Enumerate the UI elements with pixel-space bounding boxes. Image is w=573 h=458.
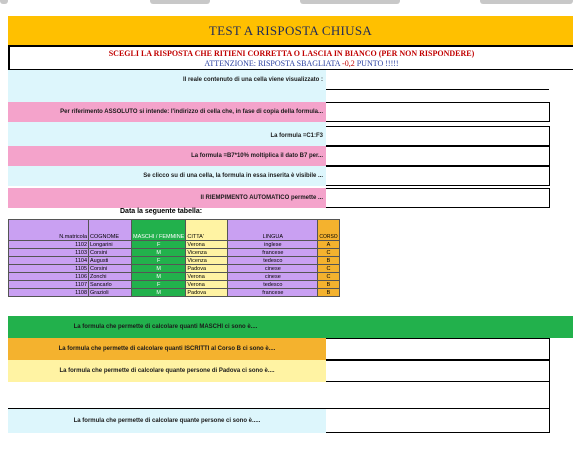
cell-lingua[interactable]: inglese: [228, 241, 318, 249]
cell-sesso[interactable]: F: [132, 257, 186, 265]
cell-border: [549, 166, 550, 186]
instruction-line-2: ATTENZIONE: RISPOSTA SBAGLIATA -0,2 PUNTO !!!!!: [204, 59, 399, 68]
cell-citta[interactable]: Verona: [186, 273, 228, 281]
cell-cognome[interactable]: Sancarlo: [89, 281, 132, 289]
answer-cell-2[interactable]: [326, 102, 549, 122]
answer-cell-7[interactable]: [323, 316, 573, 338]
table-row: [9, 289, 340, 297]
cell-sesso[interactable]: F: [132, 241, 186, 249]
cell-lingua[interactable]: cinese: [228, 273, 318, 281]
cell-cognome[interactable]: Grazioli: [89, 289, 132, 297]
instructions-box: [8, 45, 573, 70]
cell-lingua[interactable]: francese: [228, 249, 318, 257]
cell-matricola[interactable]: 1106: [9, 273, 89, 281]
answer-cell-6[interactable]: [326, 188, 549, 208]
cell-matricola[interactable]: 1105: [9, 265, 89, 273]
cell-sesso[interactable]: M: [132, 249, 186, 257]
cell-matricola[interactable]: 1103: [9, 249, 89, 257]
cell-citta[interactable]: Padova: [186, 265, 228, 273]
table-header-row: [9, 220, 340, 241]
cell-border: [549, 146, 550, 166]
cell-lingua[interactable]: francese: [228, 289, 318, 297]
cell-corso[interactable]: C: [318, 265, 339, 273]
question-4: La formula =B7*10% moltiplica il dato B7 per...: [8, 146, 326, 166]
cell-border: [549, 382, 550, 409]
answer-cell-1[interactable]: [326, 70, 549, 90]
cell-corso[interactable]: C: [318, 273, 339, 281]
table-caption: Data la seguente tabella:: [120, 208, 203, 215]
penalty-value: -0,2: [342, 59, 355, 68]
instruction-line-1: SCEGLI LA RISPOSTA CHE RITIENI CORRETTA O LASCIA IN BIANCO (PER NON RISPONDERE): [108, 49, 475, 58]
cell-border: [549, 360, 550, 382]
cell-border: [549, 102, 550, 122]
question-6: Il RIEMPIMENTO AUTOMATICO permette ...: [8, 188, 326, 208]
cell-sesso[interactable]: M: [132, 273, 186, 281]
answer-cell-9[interactable]: [326, 360, 549, 382]
cell-border: [549, 126, 550, 146]
cell-lingua[interactable]: tedesco: [228, 281, 318, 289]
cell-lingua[interactable]: cinese: [228, 265, 318, 273]
cell-citta[interactable]: Vicenza: [186, 257, 228, 265]
question-2: Per riferimento ASSOLUTO si intende: l'indirizzo di cella che, in fase di copia della formula...: [8, 102, 326, 122]
tab-edge: [480, 0, 573, 4]
table-row: [9, 249, 340, 257]
tab-edge: [0, 0, 8, 4]
table-row: [9, 281, 340, 289]
cell-cognome[interactable]: Zonchi: [89, 273, 132, 281]
question-5: Se clicco su di una cella, la formula in essa inserita è visibile ...: [8, 166, 326, 186]
question-7: La formula che permette di calcolare quanti MASCHI ci sono è....: [8, 316, 323, 338]
cell-border: [549, 409, 550, 433]
answer-cell-10[interactable]: [326, 409, 549, 433]
tab-edge: [300, 0, 400, 4]
question-8: La formula che permette di calcolare quanti ISCRITTI al Corso B ci sono è....: [8, 338, 326, 360]
cell-sesso[interactable]: F: [132, 281, 186, 289]
cell-citta[interactable]: Padova: [186, 289, 228, 297]
cell-matricola[interactable]: 1102: [9, 241, 89, 249]
cell-sesso[interactable]: M: [132, 289, 186, 297]
cell-cognome[interactable]: Augusti: [89, 257, 132, 265]
cell-border: [549, 338, 550, 360]
table-row: [9, 273, 340, 281]
cell-matricola[interactable]: 1107: [9, 281, 89, 289]
header-lingua: LINGUA: [228, 220, 318, 241]
test-title: TEST A RISPOSTA CHIUSA: [8, 16, 573, 45]
table-row: [9, 241, 340, 249]
cell-lingua[interactable]: tedesco: [228, 257, 318, 265]
header-corso: CORSO: [318, 220, 339, 241]
tab-edge: [150, 0, 210, 4]
header-cognome: COGNOME: [89, 220, 132, 241]
answer-cell-3[interactable]: [326, 126, 549, 146]
cell-corso[interactable]: B: [318, 281, 339, 289]
question-10: La formula che permette di calcolare quante persone ci sono è.....: [8, 409, 326, 433]
table-row: [9, 265, 340, 273]
cell-corso[interactable]: C: [318, 249, 339, 257]
cell-cognome[interactable]: Corsini: [89, 265, 132, 273]
cell-cognome[interactable]: Corsini: [89, 249, 132, 257]
cell-citta[interactable]: Verona: [186, 281, 228, 289]
cell-corso[interactable]: A: [318, 241, 339, 249]
header-citta: CITTA': [186, 220, 228, 241]
header-matricola: N.matricola: [9, 220, 89, 241]
cell-corso[interactable]: B: [318, 289, 339, 297]
header-sesso: MASCHI / FEMMINE: [132, 220, 186, 241]
table-row: [9, 257, 340, 265]
answer-cell-4[interactable]: [326, 146, 549, 166]
cell-citta[interactable]: Verona: [186, 241, 228, 249]
cell-corso[interactable]: B: [318, 257, 339, 265]
cell-citta[interactable]: Vicenza: [186, 249, 228, 257]
question-3: La formula =C1:F3: [8, 126, 326, 146]
answer-cell-8[interactable]: [326, 338, 549, 360]
cell-matricola[interactable]: 1104: [9, 257, 89, 265]
question-1: Il reale contenuto di una cella viene visualizzato :: [8, 70, 326, 90]
question-1-spacer: [8, 90, 326, 102]
cell-border: [549, 188, 550, 208]
cell-sesso[interactable]: M: [132, 265, 186, 273]
window-top-strip: [0, 0, 573, 9]
question-9: La formula che permette di calcolare quante persone di Padova ci sono è....: [8, 360, 326, 382]
cell-matricola[interactable]: 1108: [9, 289, 89, 297]
answer-cell-5[interactable]: [326, 166, 549, 186]
cell-cognome[interactable]: Longarini: [89, 241, 132, 249]
data-table: [8, 219, 340, 297]
